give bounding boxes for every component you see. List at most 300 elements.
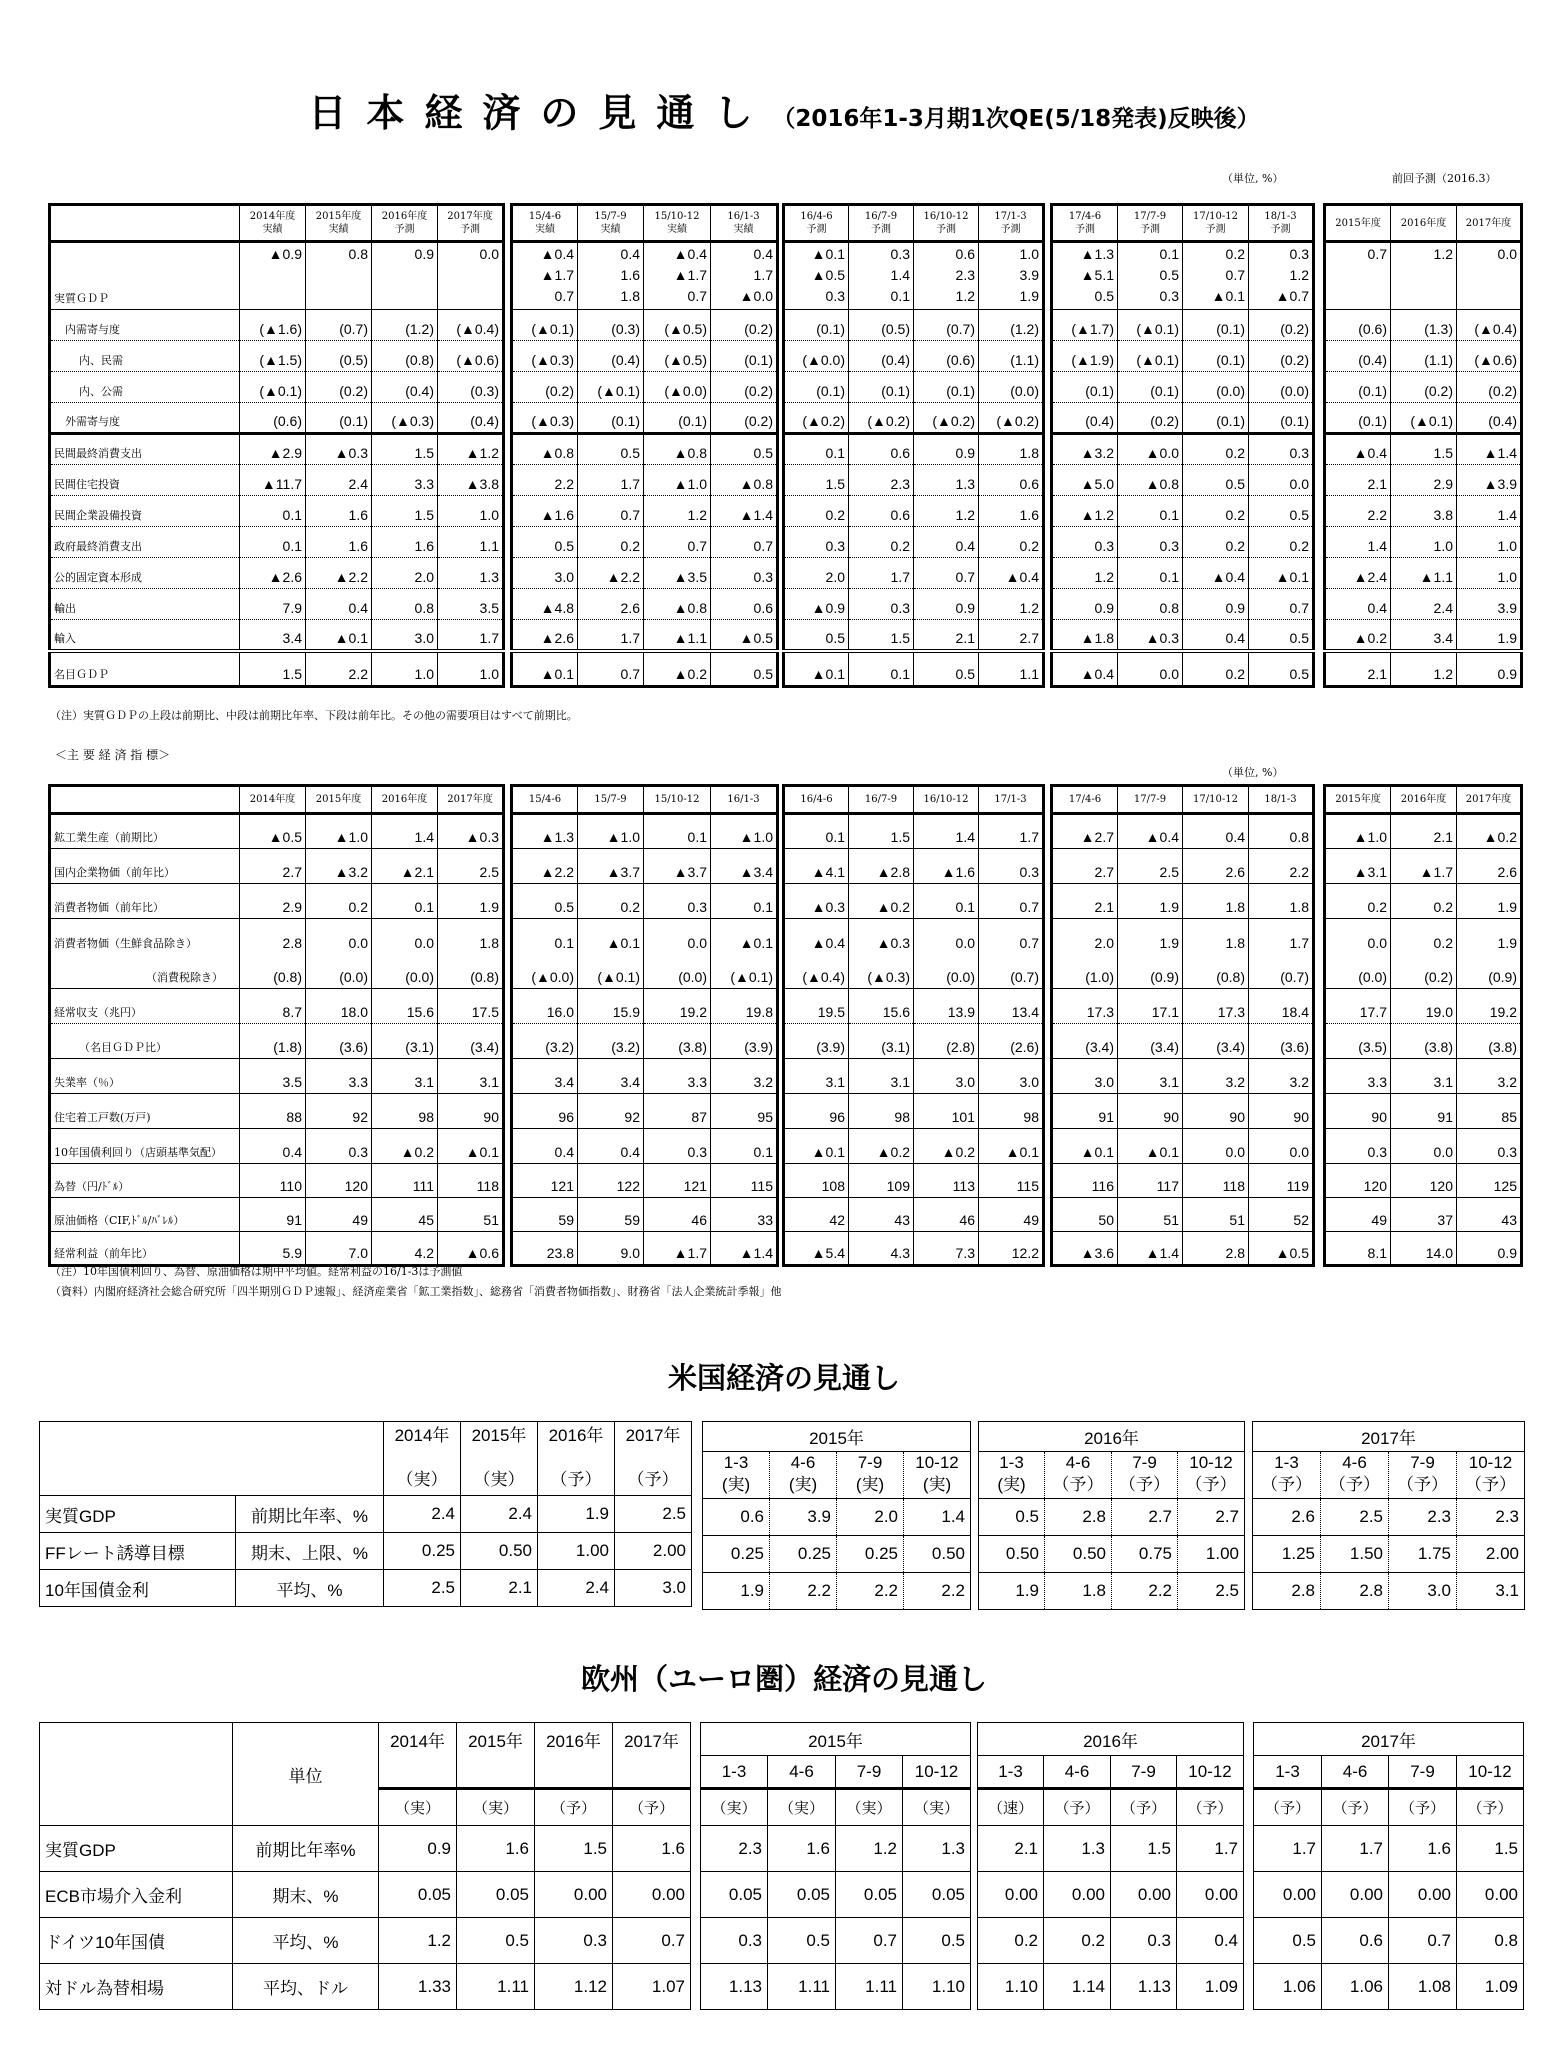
value-line	[441, 286, 499, 307]
value-cell: 0.25	[837, 1536, 904, 1573]
value-cell: (0.2)	[711, 310, 778, 341]
value-cell: 0.9	[914, 434, 979, 465]
period-label: 17/1-3	[994, 794, 1027, 805]
page-title-main: 日本経済の見通し	[308, 91, 773, 135]
table-row	[1325, 558, 1522, 589]
value-line: 0.9	[414, 246, 434, 262]
row-label: 民間住宅投資	[50, 465, 240, 496]
value-cell: 2.2	[512, 465, 578, 496]
quarter-header: 7-9	[836, 1756, 903, 1789]
value-cell: ▲0.4	[1183, 558, 1249, 589]
value-cell: (0.0)	[1325, 954, 1391, 989]
table-row	[1325, 1232, 1522, 1266]
value-line: 1.2	[1433, 246, 1453, 262]
value-cell: 0.0	[1325, 919, 1391, 954]
table-row	[703, 1499, 971, 1536]
column-header	[1391, 205, 1457, 242]
value-cell: ▲2.6	[240, 558, 306, 589]
value-cell: ▲3.2	[306, 849, 372, 884]
value-cell: ▲0.1	[711, 919, 778, 954]
table-row	[784, 465, 1044, 496]
value-cell: (0.6)	[240, 403, 306, 434]
value-cell: (0.1)	[1183, 341, 1249, 372]
us-quarterly-table-2015年	[702, 1421, 971, 1610]
value-cell: 0.05	[379, 1872, 457, 1918]
quarter-header	[1253, 1452, 1321, 1499]
table-row	[784, 310, 1044, 341]
table-row	[979, 1452, 1245, 1499]
table-row	[512, 1164, 778, 1198]
value-cell: (▲0.2)	[784, 403, 849, 434]
column-header	[1457, 786, 1522, 814]
column-header	[512, 786, 578, 814]
value-cell	[578, 242, 644, 310]
status-label: （予）	[1465, 1475, 1516, 1494]
page-title	[0, 82, 1568, 137]
outlook-table-group-5	[1323, 203, 1523, 688]
value-cell: 1.7	[1322, 1826, 1389, 1872]
value-cell: 0.8	[1249, 814, 1314, 849]
value-cell: ▲0.6	[438, 1232, 504, 1266]
table-row	[784, 651, 1044, 687]
column-header	[372, 205, 438, 242]
value-cell: 0.5	[979, 1499, 1045, 1536]
value-cell: 4.3	[849, 1232, 914, 1266]
value-cell: 0.9	[1183, 589, 1249, 620]
value-cell	[784, 242, 849, 310]
value-line: 0.1	[1159, 246, 1179, 262]
column-header	[1183, 205, 1249, 242]
row-label: 原油価格（CIF,ﾄﾞﾙ/ﾊﾞﾚﾙ）	[50, 1198, 240, 1232]
table-row	[1052, 814, 1314, 849]
value-cell: (0.4)	[578, 341, 644, 372]
period-label: 2017年度	[1465, 794, 1512, 805]
table-row	[784, 1059, 1044, 1094]
value-cell: 7.9	[240, 589, 306, 620]
value-cell: 19.0	[1391, 989, 1457, 1024]
value-cell: (0.0)	[644, 954, 711, 989]
table-row	[978, 1918, 1244, 1964]
year-group-header: 2017年	[1253, 1422, 1525, 1452]
period-label: 2016年度	[381, 211, 428, 222]
value-cell: 23.8	[512, 1232, 578, 1266]
value-cell: 1.7	[979, 814, 1044, 849]
value-cell: (0.1)	[1325, 372, 1391, 403]
status-header: （実）	[768, 1789, 836, 1826]
column-header	[438, 786, 504, 814]
value-cell: 43	[849, 1198, 914, 1232]
table-row	[1325, 1164, 1522, 1198]
table-row	[784, 1232, 1044, 1266]
value-cell: ▲0.8	[644, 589, 711, 620]
table-row	[1052, 242, 1314, 310]
table-row	[50, 651, 504, 687]
page-title-subtitle: （2016年1-3月期1次QE(5/18発表)反映後）	[772, 106, 1260, 132]
value-cell: 121	[512, 1164, 578, 1198]
status-label: 予測	[806, 224, 827, 235]
header-blank	[50, 205, 240, 242]
table-row	[703, 1422, 971, 1452]
value-cell: (0.1)	[578, 403, 644, 434]
value-cell: 0.4	[1177, 1918, 1244, 1964]
value-cell: ▲0.4	[1325, 434, 1391, 465]
annual-header	[384, 1422, 461, 1496]
value-cell: 12.2	[979, 1232, 1044, 1266]
value-cell: 3.3	[372, 465, 438, 496]
table-row	[512, 954, 778, 989]
value-cell: (3.5)	[1325, 1024, 1391, 1059]
value-cell: 1.11	[457, 1964, 535, 2010]
value-cell: 43	[1457, 1198, 1522, 1232]
value-cell: 2.6	[578, 589, 644, 620]
value-cell: ▲1.2	[438, 434, 504, 465]
value-cell: 2.8	[1045, 1499, 1112, 1536]
value-cell: ▲0.1	[784, 1129, 849, 1164]
value-cell: ▲0.9	[784, 589, 849, 620]
table-row	[512, 558, 778, 589]
value-cell: 90	[1325, 1094, 1391, 1129]
value-cell: 19.8	[711, 989, 778, 1024]
value-cell: 116	[1052, 1164, 1118, 1198]
value-cell: 8.1	[1325, 1232, 1391, 1266]
value-cell: (0.2)	[1118, 403, 1183, 434]
value-cell: (3.4)	[1183, 1024, 1249, 1059]
value-cell: (▲0.1)	[711, 954, 778, 989]
value-cell: 121	[644, 1164, 711, 1198]
value-cell: 2.2	[837, 1573, 904, 1610]
value-cell: (0.2)	[1391, 954, 1457, 989]
table-row	[50, 919, 504, 954]
unit-note: （単位, %）	[1222, 172, 1284, 185]
quarter-header	[1045, 1452, 1112, 1499]
value-cell: ▲11.7	[240, 465, 306, 496]
value-cell: 3.9	[1457, 589, 1522, 620]
quarter-header: 10-12	[1457, 1756, 1524, 1789]
value-cell: 33	[711, 1198, 778, 1232]
status-header: （予）	[1044, 1789, 1111, 1826]
value-cell: 95	[711, 1094, 778, 1129]
status-label: （予）	[627, 1470, 679, 1489]
value-cell: 0.3	[1249, 434, 1314, 465]
status-header: （速）	[978, 1789, 1044, 1826]
value-cell: ▲0.3	[784, 884, 849, 919]
period-label: 2017年度	[447, 794, 493, 805]
value-cell: 125	[1457, 1164, 1522, 1198]
value-cell: 2.2	[904, 1573, 971, 1610]
value-cell: 50	[1052, 1198, 1118, 1232]
table-row	[978, 1723, 1244, 1756]
status-label: (実)	[997, 1475, 1026, 1494]
value-cell: 0.5	[914, 651, 979, 687]
value-cell: 90	[1183, 1094, 1249, 1129]
year-header: 2015年	[457, 1723, 535, 1789]
table-row	[1052, 620, 1314, 651]
value-line: 0.3	[1159, 288, 1179, 304]
row-label: 内需寄与度	[50, 310, 240, 341]
value-cell: 3.4	[512, 1059, 578, 1094]
value-cell: 1.08	[1389, 1964, 1457, 2010]
value-cell: 3.5	[438, 589, 504, 620]
value-line: 0.6	[955, 246, 975, 262]
column-header	[1118, 205, 1183, 242]
value-cell	[849, 242, 914, 310]
value-cell: (0.1)	[306, 403, 372, 434]
value-cell: ▲1.7	[1391, 849, 1457, 884]
value-line: ▲0.0	[739, 288, 773, 304]
table-row	[1052, 919, 1314, 954]
value-cell: 2.2	[1112, 1573, 1178, 1610]
value-cell: (▲0.6)	[1457, 341, 1522, 372]
outlook-table-group-4	[1050, 203, 1315, 688]
indicators-table-group-1	[48, 784, 505, 1267]
period-label: 16/1-3	[727, 211, 760, 222]
column-header	[784, 205, 849, 242]
period-label: 2015年度	[1335, 794, 1381, 805]
value-cell: ▲3.4	[711, 849, 778, 884]
value-cell: 1.06	[1322, 1964, 1389, 2010]
value-cell: (1.2)	[979, 310, 1044, 341]
value-cell: 1.8	[1045, 1573, 1112, 1610]
table-row	[979, 1422, 1245, 1452]
value-cell: (0.2)	[711, 372, 778, 403]
column-header	[1052, 205, 1118, 242]
value-cell: 45	[372, 1198, 438, 1232]
value-cell: 2.0	[837, 1499, 904, 1536]
table-row	[50, 434, 504, 465]
value-cell: 0.00	[1457, 1872, 1524, 1918]
table-row	[50, 465, 504, 496]
value-cell: ▲1.2	[1052, 496, 1118, 527]
column-header	[849, 786, 914, 814]
value-cell: 1.10	[978, 1964, 1044, 2010]
value-cell: 18.4	[1249, 989, 1314, 1024]
column-header	[578, 205, 644, 242]
value-cell: ▲1.0	[711, 814, 778, 849]
quarter-label: 7-9	[1132, 1453, 1157, 1472]
table-row	[1325, 341, 1522, 372]
value-cell: 90	[438, 1094, 504, 1129]
column-header	[438, 205, 504, 242]
value-cell: (▲0.1)	[240, 372, 306, 403]
value-cell: 0.2	[1044, 1918, 1111, 1964]
value-cell: 0.0	[1391, 1129, 1457, 1164]
value-line	[1329, 265, 1387, 286]
value-cell: (3.8)	[1457, 1024, 1522, 1059]
table-row	[50, 403, 504, 434]
table-row	[701, 1872, 971, 1918]
column-header	[306, 786, 372, 814]
value-cell: 0.7	[914, 558, 979, 589]
value-cell: 0.2	[1183, 527, 1249, 558]
value-cell: 49	[306, 1198, 372, 1232]
value-cell: 3.8	[1391, 496, 1457, 527]
value-cell: ▲0.5	[711, 620, 778, 651]
row-label: 内、公需	[50, 372, 240, 403]
table-row	[512, 242, 778, 310]
value-cell: ▲0.1	[1118, 1129, 1183, 1164]
table-row	[784, 849, 1044, 884]
table-row	[1052, 1059, 1314, 1094]
table-row	[512, 786, 778, 814]
period-label: 2015年度	[315, 794, 362, 805]
value-cell: (2.8)	[914, 1024, 979, 1059]
status-label: 予測	[871, 224, 891, 235]
value-cell: ▲4.8	[512, 589, 578, 620]
value-cell: (0.0)	[1183, 372, 1249, 403]
period-label: 2014年度	[249, 211, 296, 222]
table-row	[1052, 1129, 1314, 1164]
value-cell: 1.0	[438, 496, 504, 527]
value-cell: 2.6	[1183, 849, 1249, 884]
unit-cell: 平均、ドル	[233, 1964, 379, 2010]
value-line: ▲0.1	[811, 246, 845, 262]
value-cell: 3.0	[615, 1570, 692, 1607]
value-cell: ▲0.2	[1457, 814, 1522, 849]
table-row	[50, 496, 504, 527]
indicators-table-group-2	[510, 784, 779, 1267]
value-cell: 1.6	[768, 1826, 836, 1872]
value-cell: (▲0.6)	[438, 341, 504, 372]
table-row	[512, 1198, 778, 1232]
status-header: （予）	[535, 1789, 613, 1826]
value-cell: 0.2	[578, 527, 644, 558]
period-label: 17/7-9	[1133, 794, 1167, 805]
value-cell: ▲0.3	[849, 919, 914, 954]
value-cell: 1.2	[644, 496, 711, 527]
value-cell	[372, 242, 438, 310]
value-cell: 0.1	[372, 884, 438, 919]
value-cell: 1.5	[535, 1826, 613, 1872]
value-cell: (0.1)	[711, 341, 778, 372]
value-cell: 0.05	[768, 1872, 836, 1918]
column-header	[849, 205, 914, 242]
value-cell: 0.2	[578, 884, 644, 919]
table-row	[50, 849, 504, 884]
value-cell: 0.2	[306, 884, 372, 919]
value-cell: 2.3	[1389, 1499, 1457, 1536]
value-cell: 17.3	[1183, 989, 1249, 1024]
table-row	[1325, 989, 1522, 1024]
value-cell: 1.6	[306, 527, 372, 558]
value-cell: 1.5	[240, 651, 306, 687]
table-row	[1052, 589, 1314, 620]
value-cell: 1.13	[701, 1964, 768, 2010]
value-cell: 2.7	[240, 849, 306, 884]
value-cell: 3.1	[784, 1059, 849, 1094]
table-row	[1325, 496, 1522, 527]
annual-header	[538, 1422, 615, 1496]
column-header	[578, 786, 644, 814]
value-cell	[1183, 242, 1249, 310]
table-row	[1052, 786, 1314, 814]
value-cell: 3.5	[240, 1059, 306, 1094]
value-cell: 1.9	[438, 884, 504, 919]
value-cell: ▲3.2	[1052, 434, 1118, 465]
value-cell: 91	[1052, 1094, 1118, 1129]
value-cell: 1.2	[914, 496, 979, 527]
value-cell: 117	[1118, 1164, 1183, 1198]
value-cell: 0.7	[644, 527, 711, 558]
table-row	[1052, 403, 1314, 434]
row-label: （消費税除き）	[50, 954, 240, 989]
value-cell: 0.2	[978, 1918, 1044, 1964]
value-cell: ▲0.8	[1118, 465, 1183, 496]
value-cell: 0.1	[1118, 558, 1183, 589]
value-cell: 0.7	[578, 496, 644, 527]
status-label: 実績	[328, 224, 349, 235]
value-cell: 115	[711, 1164, 778, 1198]
period-label: 17/10-12	[1193, 211, 1238, 222]
value-cell: 1.50	[1321, 1536, 1389, 1573]
value-cell: 2.3	[1457, 1499, 1525, 1536]
column-header	[306, 205, 372, 242]
table-row	[703, 1536, 971, 1573]
value-cell: 2.1	[978, 1826, 1044, 1872]
value-cell: 0.5	[903, 1918, 971, 1964]
value-cell: (0.0)	[1249, 372, 1314, 403]
value-cell: 0.6	[1322, 1918, 1389, 1964]
table-row	[1052, 434, 1314, 465]
value-line: ▲0.7	[1275, 288, 1309, 304]
value-line: ▲1.7	[540, 267, 574, 283]
table-row	[512, 884, 778, 919]
value-cell: ▲5.0	[1052, 465, 1118, 496]
value-cell: 120	[306, 1164, 372, 1198]
value-cell: 118	[1183, 1164, 1249, 1198]
value-cell: 2.7	[1178, 1499, 1245, 1536]
value-cell: 19.2	[644, 989, 711, 1024]
value-cell: 0.05	[836, 1872, 903, 1918]
value-cell: 0.7	[1389, 1918, 1457, 1964]
value-cell: 0.2	[1391, 884, 1457, 919]
value-cell: 3.0	[979, 1059, 1044, 1094]
value-cell: ▲0.2	[644, 651, 711, 687]
value-cell: 0.05	[701, 1872, 768, 1918]
row-label: ECB市場介入金利	[40, 1872, 233, 1918]
table-row	[784, 786, 1044, 814]
value-cell: 2.4	[1391, 589, 1457, 620]
table-row	[512, 310, 778, 341]
table-row	[512, 372, 778, 403]
table-row	[1052, 465, 1314, 496]
period-label: 15/10-12	[654, 211, 700, 222]
value-cell: 0.7	[613, 1918, 691, 1964]
row-label: 10年国債利回り（店頭基準気配）	[50, 1129, 240, 1164]
value-cell: 2.0	[784, 558, 849, 589]
table-row	[1254, 1918, 1524, 1964]
eu-annual-table	[39, 1722, 691, 2010]
status-label: 実績	[535, 224, 555, 235]
value-cell: 1.9	[1457, 919, 1522, 954]
value-cell: 3.3	[644, 1059, 711, 1094]
value-cell: 0.50	[461, 1533, 538, 1570]
value-cell: 1.4	[1325, 527, 1391, 558]
value-cell: 0.5	[711, 651, 778, 687]
value-cell	[644, 242, 711, 310]
value-cell: 0.8	[1457, 1918, 1524, 1964]
value-line: 0.0	[1497, 246, 1517, 262]
table-row	[1254, 1756, 1524, 1789]
value-cell: (0.0)	[979, 372, 1044, 403]
value-cell: 1.25	[1253, 1536, 1321, 1573]
quarter-header: 10-12	[1177, 1756, 1244, 1789]
year-label: 2015年	[471, 1426, 527, 1445]
value-cell: 1.0	[1391, 527, 1457, 558]
value-line	[1394, 265, 1453, 286]
table-row	[50, 1164, 504, 1198]
period-label: 15/4-6	[528, 794, 562, 805]
value-cell: ▲1.4	[711, 1232, 778, 1266]
